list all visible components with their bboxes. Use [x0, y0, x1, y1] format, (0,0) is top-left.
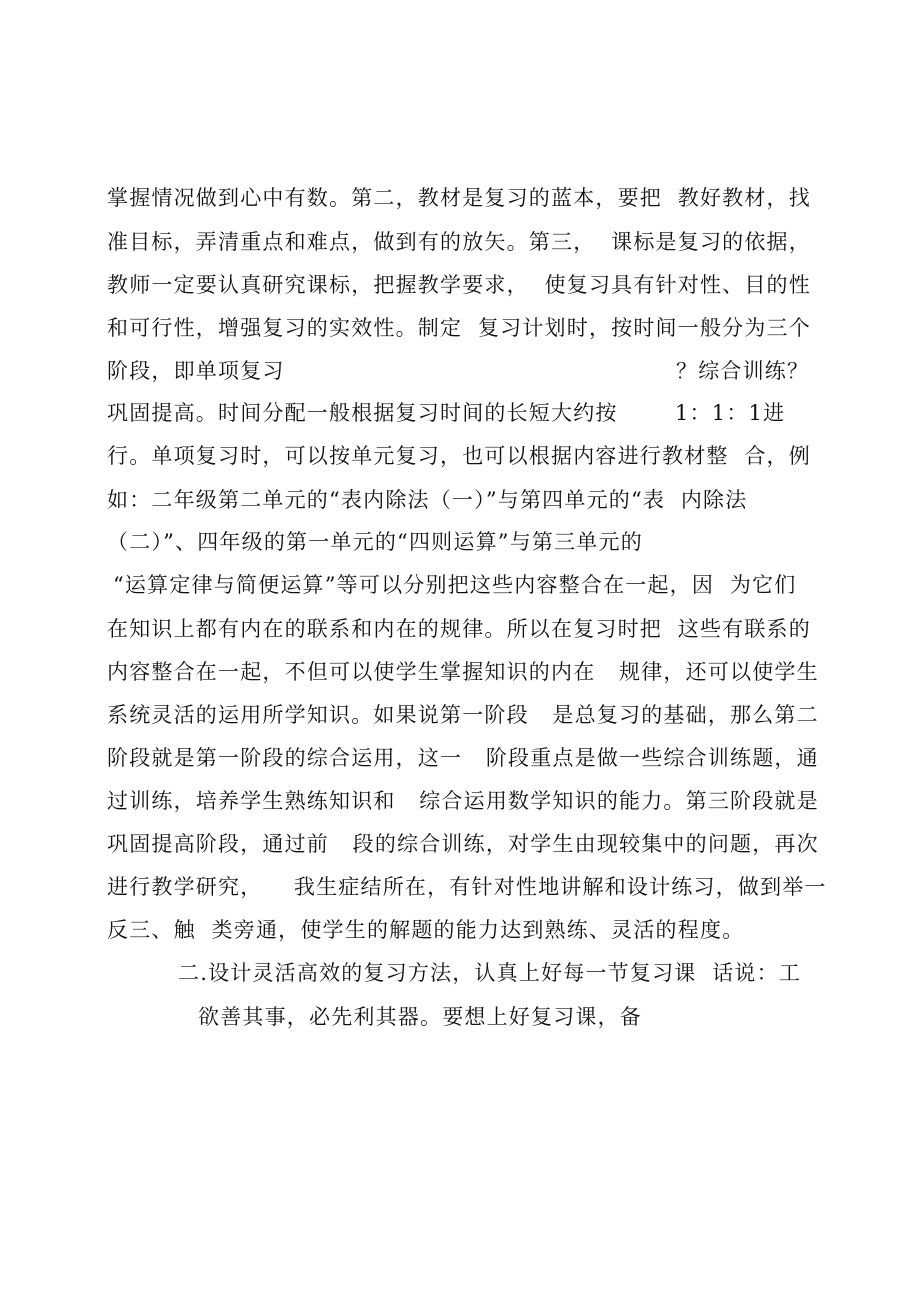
text-line: 反三、触 类旁通，使学生的解题的能力达到熟练、灵活的程度。 — [107, 918, 745, 942]
text-line: 阶段，即单项复习 — [107, 359, 285, 383]
text-line: “运算定律与简便运算”等可以分别把这些内容整合在一起，因 为它们 — [113, 573, 797, 597]
section-heading: 二.设计灵活高效的复习方法，认真上好每一节复习课 话说：工 — [178, 961, 802, 985]
text-line: 教师一定要认真研究课标，把握教学要求， 使复习具有针对性、目的性 — [107, 273, 811, 297]
text-line: 和可行性，增强复习的实效性。制定 复习计划时，按时间一般分为三个 — [107, 316, 811, 340]
text-line: 如：二年级第二单元的“表内除法（一）”与第四单元的“表 内除法 — [107, 488, 748, 512]
text-line: 掌握情况做到心中有数。第二，教材是复习的蓝本，要把 教好教材，找 — [107, 186, 811, 210]
text-line: 内容整合在一起，不但可以使学生掌握知识的内在 规律，还可以使学生 — [107, 660, 819, 684]
text-line: ？综合训练？ — [676, 359, 810, 383]
text-line: 准目标，弄清重点和难点，做到有的放矢。第三， 课标是复习的依据， — [107, 230, 811, 254]
text-line: （二）”、四年级的第一单元的“四则运算”与第三单元的 — [107, 530, 643, 554]
text-line: 欲善其事，必先利其器。要想上好复习课，备 — [198, 1005, 642, 1029]
text-line: 阶段就是第一阶段的综合运用，这一 阶段重点是做一些综合训练题，通 — [107, 746, 819, 770]
text-line: 进行教学研究， 我生症结所在，有针对性地讲解和设计练习，做到举一 — [107, 875, 827, 899]
text-line: 系统灵活的运用所学知识。如果说第一阶段 是总复习的基础，那么第二 — [107, 703, 819, 727]
text-line: 行。单项复习时，可以按单元复习，也可以根据内容进行教材整 合，例 — [107, 444, 811, 468]
text-line: 巩固提高阶段，通过前 段的综合训练，对学生由现较集中的问题，再次 — [107, 832, 819, 856]
text-line: 在知识上都有内在的联系和内在的规律。所以在复习时把 这些有联系的 — [107, 617, 811, 641]
text-line: 1：1：1进 — [675, 401, 786, 425]
text-line: 巩固提高。时间分配一般根据复习时间的长短大约按 — [107, 401, 618, 425]
text-line: 过训练，培养学生熟练知识和 综合运用数学知识的能力。第三阶段就是 — [107, 789, 819, 813]
